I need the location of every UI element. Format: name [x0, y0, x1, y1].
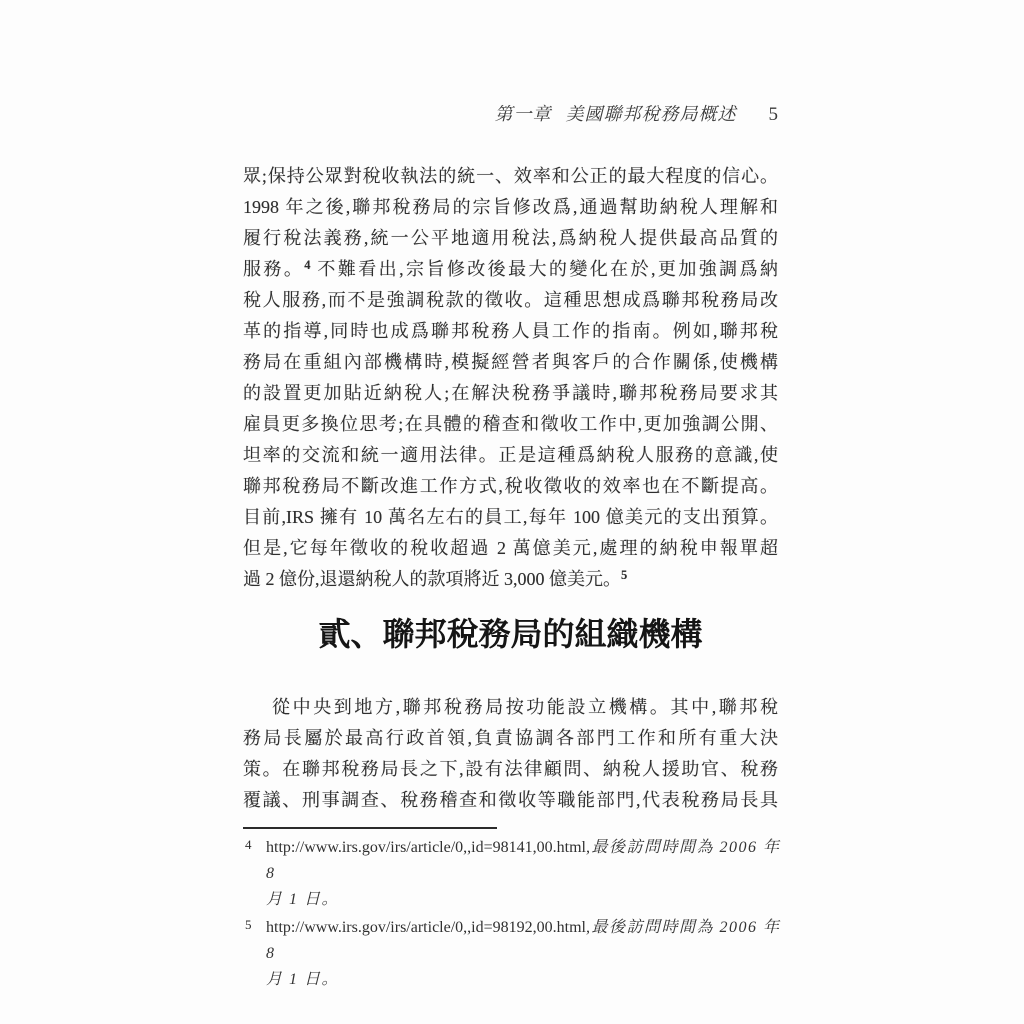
- text-line: [243, 409, 778, 440]
- text-segment: 革的指導,同時也成爲聯邦稅務人員工作的指南。例如,聯邦稅: [243, 321, 778, 341]
- text-line: [243, 471, 778, 502]
- text-line: [243, 378, 778, 409]
- footnote-url: http://www.irs.gov/irs/article/0,,id=98141,00.html: [266, 839, 586, 856]
- text-line: [243, 785, 778, 816]
- text-segment: 眾;保持公眾對稅收執法的統一、效率和公正的最大程度的信心。: [243, 166, 778, 186]
- text-segment: 從中央到地方,聯邦稅務局按功能設立機構。其中,聯邦稅: [272, 697, 778, 717]
- text-segment: 覆議、刑事調查、稅務稽查和徵收等職能部門,代表稅務局長具: [243, 790, 778, 810]
- text-line: [243, 254, 778, 285]
- text-line: [243, 161, 778, 192]
- text-segment: 雇員更多換位思考;在具體的稽查和徵收工作中,更加強調公開、: [243, 414, 778, 434]
- footnote-reference: 5: [621, 568, 628, 582]
- text-segment: 服務。: [243, 259, 305, 279]
- text-segment: 坦率的交流和統一適用法律。正是這種爲納稅人服務的意識,使: [243, 445, 778, 465]
- text-line: [243, 285, 778, 316]
- chapter-title: 美國聯邦稅務局概述: [565, 104, 737, 124]
- text-line: [243, 347, 778, 378]
- footnote-text: [266, 915, 793, 993]
- text-line: [243, 723, 778, 754]
- footnote-access-note: ,最後訪問時間為 2006 年 8: [266, 919, 781, 962]
- footnote-text: [266, 835, 793, 913]
- footnote-reference: 4: [304, 258, 311, 272]
- footnote-5: [243, 915, 793, 993]
- text-segment: 1998 年之後,聯邦稅務局的宗旨修改爲,通過幫助納稅人理解和: [243, 197, 778, 217]
- text-line: [243, 316, 778, 347]
- footnote-4: [243, 835, 793, 913]
- text-segment: 務局在重組內部機構時,模擬經營者與客戶的合作關係,使機構: [243, 352, 778, 372]
- text-line: [243, 223, 778, 254]
- text-segment: 但是,它每年徵收的稅收超過 2 萬億美元,處理的納稅申報單超: [243, 538, 778, 558]
- text-line: [243, 192, 778, 223]
- text-segment: 履行稅法義務,統一公平地適用稅法,爲納稅人提供最高品質的: [243, 228, 778, 248]
- footnote-access-note-cont: 月 1 日。: [266, 971, 340, 988]
- text-segment: 過 2 億份,退還納稅人的款項將近 3,000 億美元。: [243, 569, 621, 589]
- page-number: 5: [768, 104, 778, 125]
- text-segment: 稅人服務,而不是強調稅款的徵收。這種思想成爲聯邦稅務局改: [243, 290, 778, 310]
- text-line: [243, 533, 778, 564]
- text-line: [243, 502, 778, 533]
- footnote-separator: [243, 827, 497, 829]
- paragraph-1: [243, 161, 778, 595]
- text-line: [243, 440, 778, 471]
- text-segment: 的設置更加貼近納稅人;在解決稅務爭議時,聯邦稅務局要求其: [243, 383, 778, 403]
- text-line: [243, 754, 778, 785]
- section-heading: 貳、聯邦稅務局的組織機構: [318, 615, 703, 653]
- text-segment: 務局長屬於最高行政首領,負責協調各部門工作和所有重大決: [243, 728, 778, 748]
- text-line: [243, 692, 778, 723]
- footnote-access-note-cont: 月 1 日。: [266, 891, 340, 908]
- footnote-marker-5: 5: [245, 917, 252, 932]
- paragraph-2: [243, 692, 778, 816]
- text-segment: 聯邦稅務局不斷改進工作方式,稅收徵收的效率也在不斷提高。: [243, 476, 778, 496]
- footnote-marker-4: 4: [245, 837, 252, 852]
- text-segment: 不難看出,宗旨修改後最大的變化在於,更加強調爲納: [310, 259, 778, 279]
- text-line: [243, 564, 778, 595]
- chapter-label: 第一章: [494, 104, 552, 124]
- running-header: [243, 100, 778, 126]
- footnote-url: http://www.irs.gov/irs/article/0,,id=98192,00.html: [266, 919, 586, 936]
- text-segment: 目前,IRS 擁有 10 萬名左右的員工,每年 100 億美元的支出預算。: [243, 507, 778, 527]
- text-segment: 策。在聯邦稅務局長之下,設有法律顧問、納稅人援助官、稅務: [243, 759, 778, 779]
- footnote-access-note: ,最後訪問時間為 2006 年 8: [266, 839, 781, 882]
- footnotes: [243, 835, 793, 995]
